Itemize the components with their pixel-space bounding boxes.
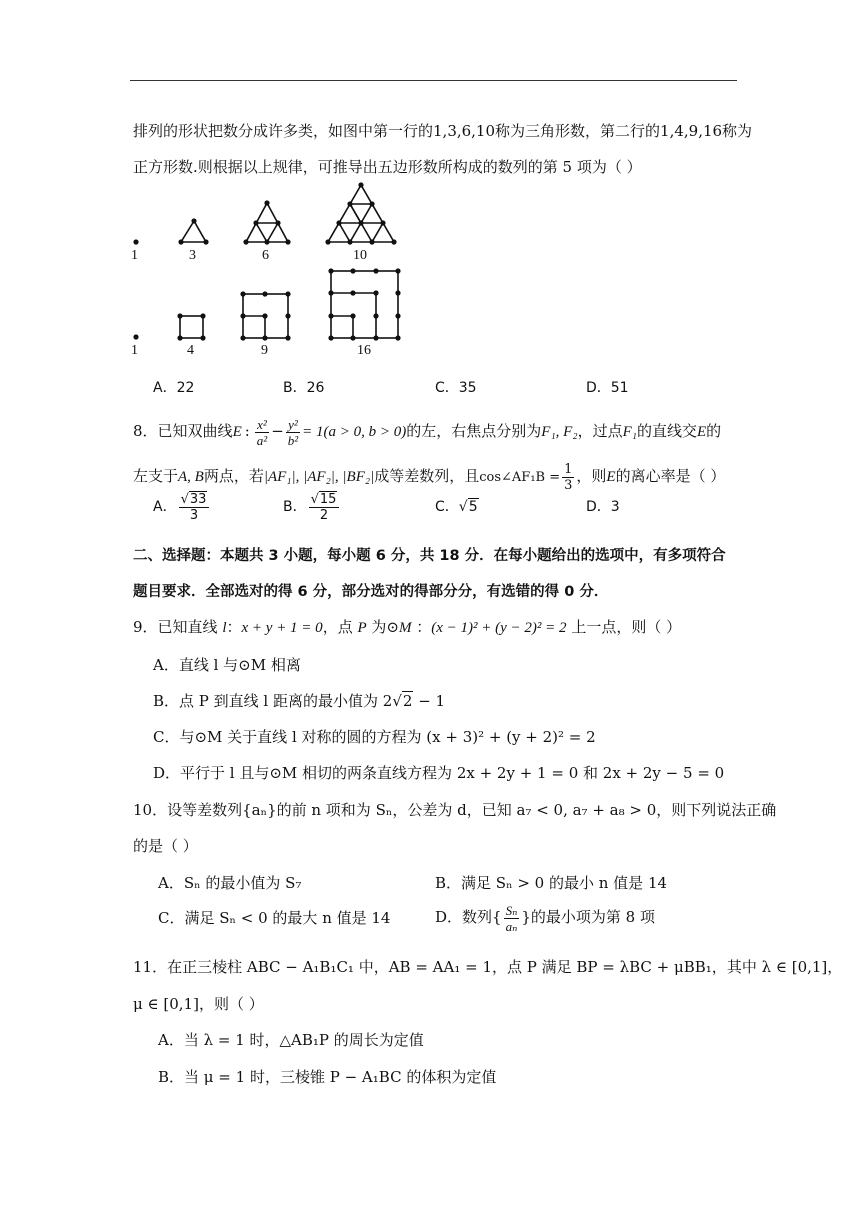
section2-line-2: 题目要求．全部选对的得 6 分，部分选对的得部分分，有选错的得 0 分． bbox=[133, 584, 609, 600]
q8-line-1: 8．已知双曲线E : $\frac{\text{x²}}{\text{a²}}$ − $\frac{\text{y²}}{\text{b²}}$ = 1(a > 0, b > 0)的左，右焦点分别为F₁, F₂，过点F₁的直线交E的 bbox=[133, 416, 722, 448]
q8-option-d: D．3 bbox=[586, 499, 620, 515]
triangle-label-1: 1 bbox=[131, 248, 138, 263]
q8-option-c: C．√5 bbox=[435, 499, 478, 515]
q11-option-a: A．当 λ = 1 时，△AB₁P 的周长为定值 bbox=[158, 1031, 424, 1049]
q8-text-e: 的 bbox=[706, 422, 722, 440]
intro-line-1: 排列的形状把数分成许多类，如图中第一行的1,3,6,10称为三角形数，第二行的1,4,9,16称为 bbox=[133, 122, 753, 140]
q8-hyperbola-cond: = 1(a > 0, b > 0) bbox=[302, 424, 407, 440]
q8-text-d: 的直线交 bbox=[636, 422, 697, 440]
section2-line-1: 二、选择题：本题共 3 小题，每小题 6 分，共 18 分．在每小题给出的选项中，有多项符合 bbox=[133, 548, 726, 564]
figurate-numbers-figure bbox=[0, 0, 868, 370]
q8-text: 已知双曲线 bbox=[157, 422, 233, 440]
q9-option-c: C．与⊙M 关于直线 l 对称的圆的方程为 (x + 3)² + (y + 2)² = 2 bbox=[153, 728, 596, 746]
q9-option-b: B．点 P 到直线 l 距离的最小值为 2√2 − 1 bbox=[153, 692, 446, 710]
triangle-label-3: 3 bbox=[189, 248, 196, 263]
q10-option-d: D．数列{ $\frac{\text{Sₙ}}{\text{aₙ}}$ }的最小项为第 8 项 bbox=[435, 902, 655, 934]
q8-line-2 bbox=[133, 460, 725, 494]
q8-foci: F₁, F₂ bbox=[541, 424, 578, 440]
q7-option-c: C．35 bbox=[435, 380, 477, 396]
q8-number: 8． bbox=[133, 422, 158, 440]
q8-e-2: E bbox=[606, 469, 616, 485]
q8-option-b: B． $\frac{√15}{2}$ bbox=[283, 490, 341, 524]
q8-e-var: E bbox=[232, 424, 242, 440]
q8-line2-e: 的离心率是（ ） bbox=[615, 467, 726, 485]
q10-option-c: C．满足 Sₙ < 0 的最大 n 值是 14 bbox=[158, 909, 391, 927]
q9-option-d: D．平行于 l 且与⊙M 相切的两条直线方程为 2x + 2y + 1 = 0 和 2x + 2y − 5 = 0 bbox=[153, 764, 725, 782]
q11-line-1: 11．在正三棱柱 ABC − A₁B₁C₁ 中，AB = AA₁ = 1，点 P 满足 BP = λBC + μBB₁，其中 λ ∈ [0,1]， bbox=[133, 958, 843, 976]
q8-line2-a: 左支于 bbox=[133, 467, 179, 485]
q7-option-d: D．51 bbox=[586, 380, 629, 396]
square-shapes bbox=[180, 271, 398, 338]
q8-cos: cos∠AF₁B = bbox=[479, 470, 561, 485]
q8-seq: |AF₁|, |AF₂|, |BF₂| bbox=[263, 469, 375, 485]
triangle-label-10: 10 bbox=[353, 248, 367, 263]
triangle-shapes bbox=[181, 185, 394, 242]
q7-option-a: A．22 bbox=[153, 380, 195, 396]
q10-option-a: A．Sₙ 的最小值为 S₇ bbox=[158, 874, 302, 892]
square-label-9: 9 bbox=[261, 343, 268, 358]
square-dots bbox=[133, 268, 400, 340]
q8-x-frac: $\frac{\text{x²}}{\text{a²}}$ bbox=[256, 416, 268, 448]
square-label-1: 1 bbox=[131, 343, 138, 358]
q8-line2-d: ，则 bbox=[576, 467, 607, 485]
q7-option-b: B．26 bbox=[283, 380, 325, 396]
q8-text-c: ，过点 bbox=[577, 422, 623, 440]
q8-ab: A, B bbox=[178, 469, 204, 485]
q11-line-2: μ ∈ [0,1]，则（ ） bbox=[133, 995, 264, 1013]
triangle-label-6: 6 bbox=[262, 248, 269, 263]
q11-option-b: B．当 μ = 1 时，三棱锥 P − A₁BC 的体积为定值 bbox=[158, 1068, 497, 1086]
q10-line-1: 10．设等差数列{aₙ}的前 n 项和为 Sₙ，公差为 d，已知 a₇ < 0, a₇ + a₈ > 0，则下列说法正确 bbox=[133, 801, 777, 819]
q8-cos-frac: $\frac{1}{3}$ bbox=[564, 461, 573, 493]
q9-option-a: A．直线 l 与⊙M 相离 bbox=[153, 656, 301, 674]
square-label-4: 4 bbox=[187, 343, 194, 358]
q9-stem: 9．已知直线 l：x + y + 1 = 0，点 P 为⊙M ：(x − 1)² + (y − 2)² = 2 上一点，则（ ） bbox=[133, 618, 682, 636]
q8-text-b: 的左，右焦点分别为 bbox=[406, 422, 542, 440]
q8-f1: F₁ bbox=[622, 424, 637, 440]
square-label-16: 16 bbox=[357, 343, 371, 358]
q8-line2-c: 成等差数列，且 bbox=[374, 467, 480, 485]
q8-option-a: A． $\frac{√33}{3}$ bbox=[153, 490, 211, 524]
q8-y-frac: $\frac{\text{y²}}{\text{b²}}$ bbox=[287, 416, 299, 448]
q10-option-b: B．满足 Sₙ > 0 的最小 n 值是 14 bbox=[435, 874, 668, 892]
q8-e: E bbox=[696, 424, 707, 440]
intro-line-2: 正方形数.则根据以上规律，可推导出五边形数所构成的数列的第 5 项为（ ） bbox=[133, 158, 642, 176]
q8-line2-b: 两点，若 bbox=[203, 467, 264, 485]
q10-line-2: 的是（ ） bbox=[133, 837, 198, 855]
